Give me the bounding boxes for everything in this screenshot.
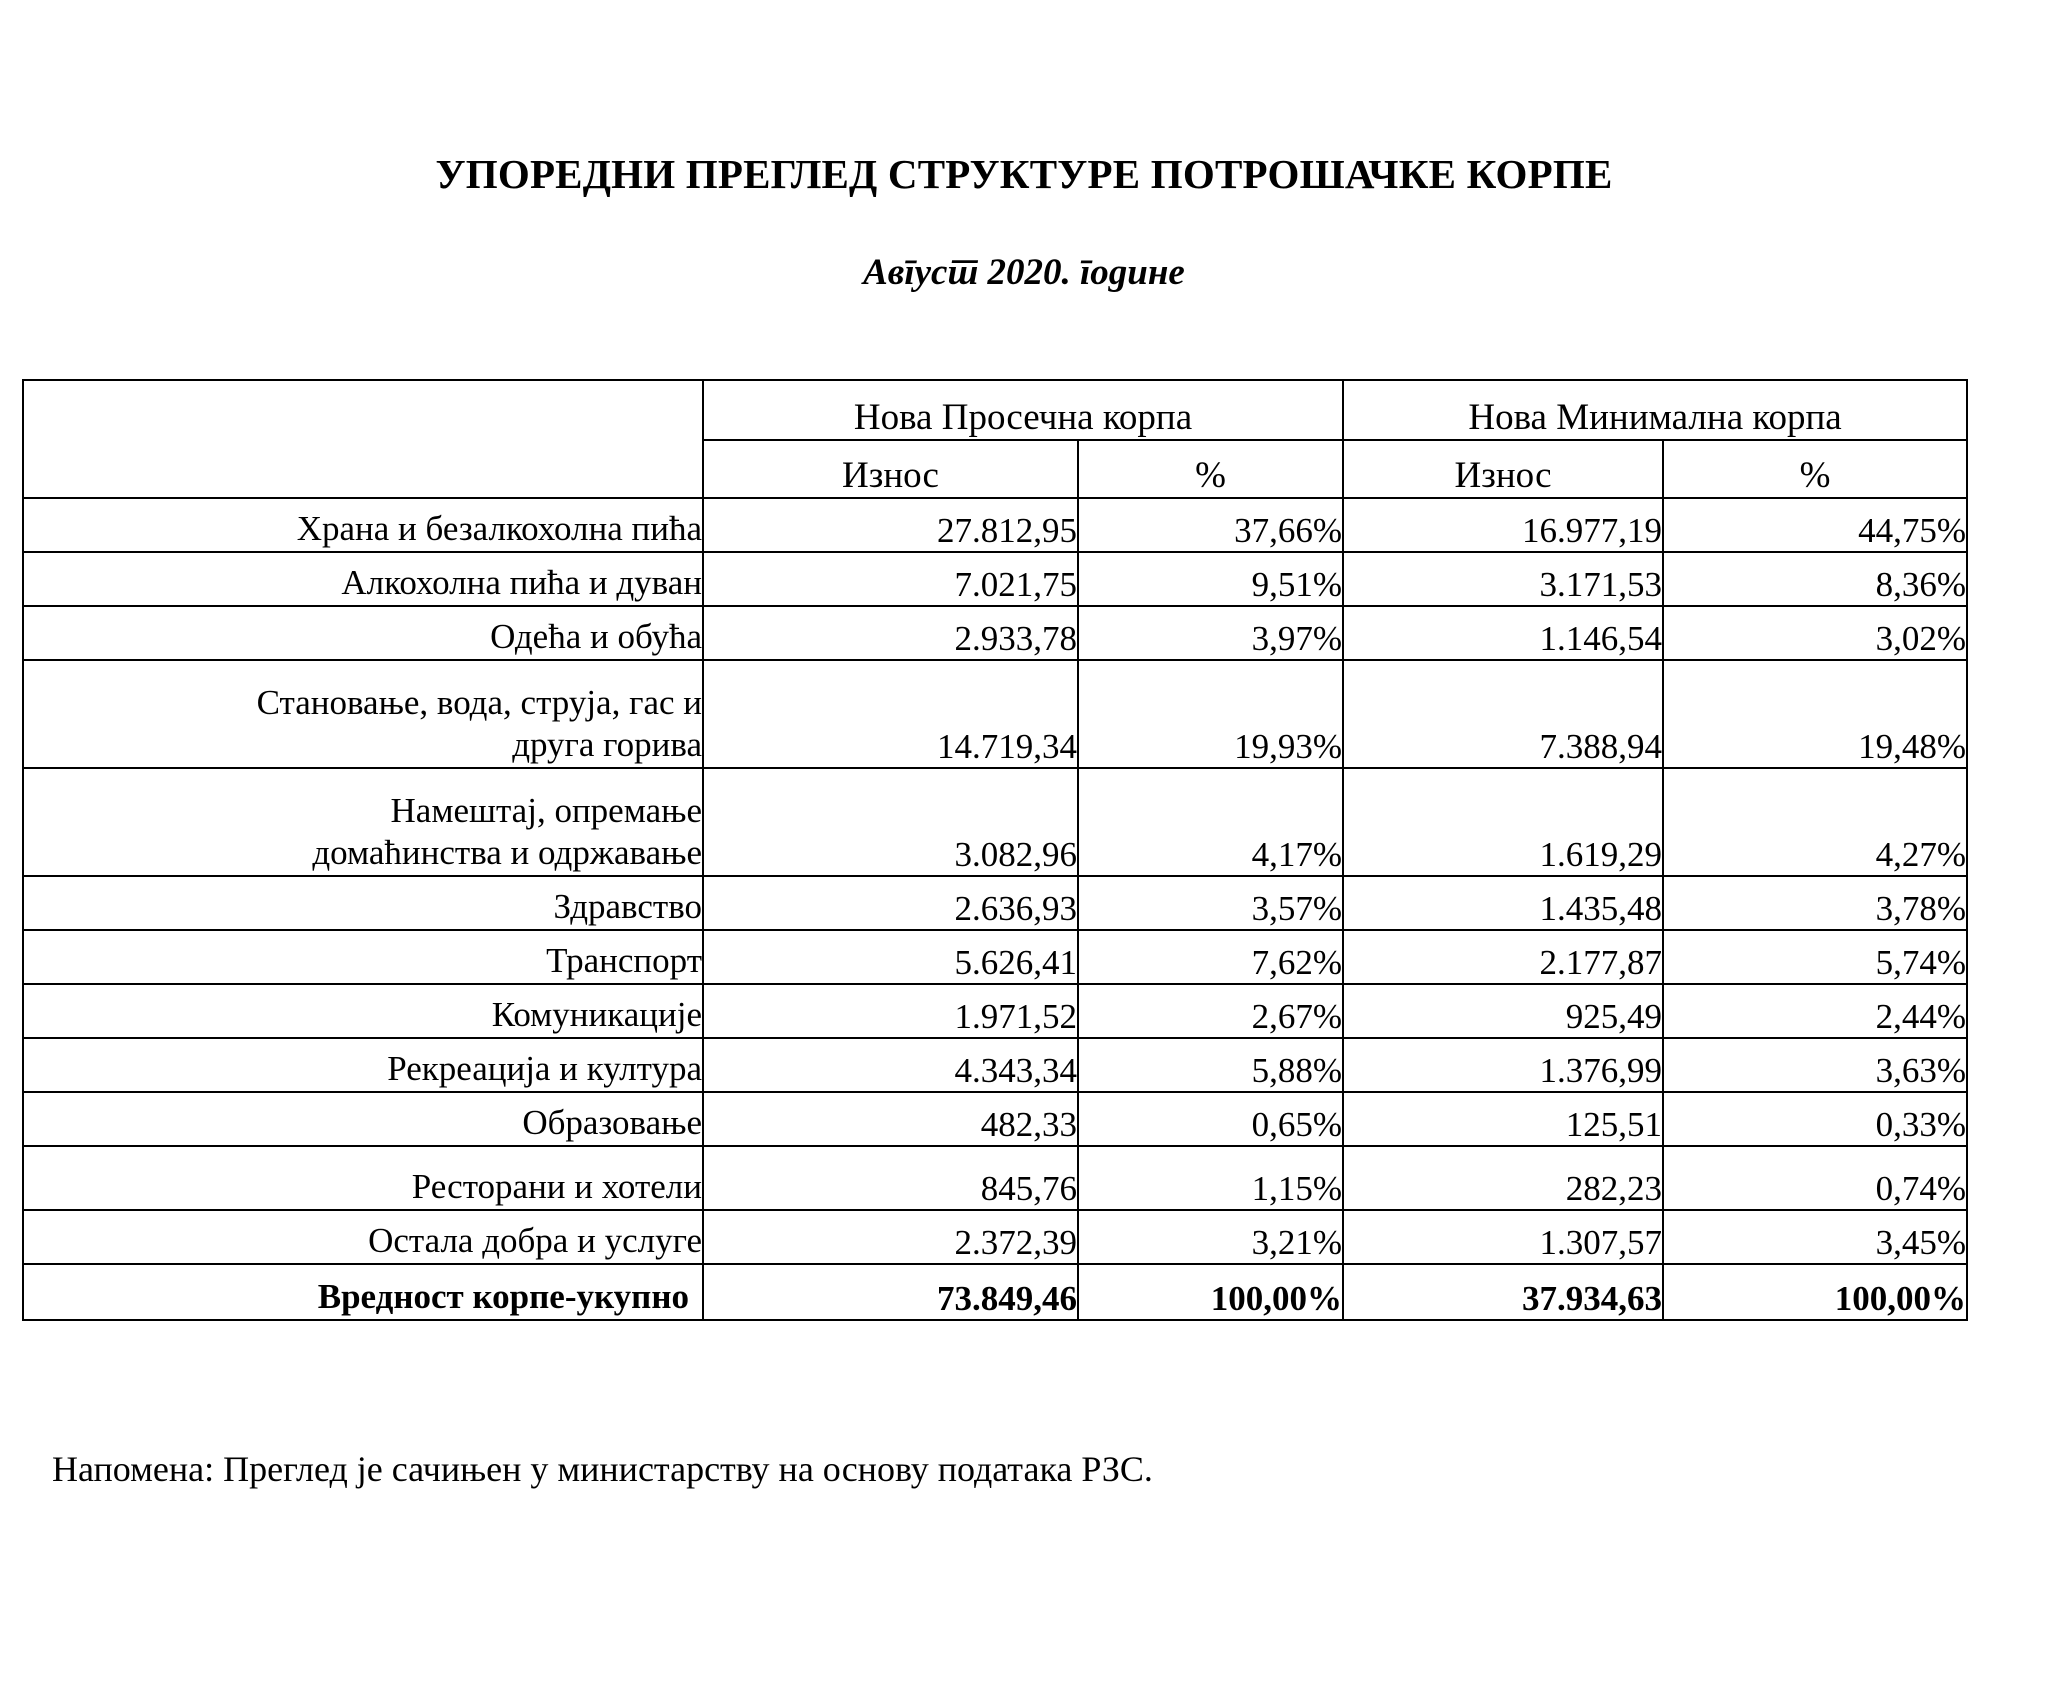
cell-average-percent: 9,51% [1078,552,1343,606]
footnote-text: Напомена: Преглед је сачињен у министарству на основу података РЗС. [52,1449,1153,1489]
table-total-row [23,1264,1967,1320]
row-label [23,1038,703,1092]
table-row [23,1092,1967,1146]
row-label [23,1146,703,1210]
table-row [23,984,1967,1038]
column-group-minimal-basket: Нова Минимална корпа [1343,380,1967,440]
page-subtitle: Август 2020. године [863,252,1185,294]
table-row [23,606,1967,660]
row-label [23,1092,703,1146]
row-label [23,660,703,768]
table-row [23,1038,1967,1092]
column-header-minimal-percent: % [1663,440,1967,498]
cell-average-percent: 19,93% [1078,660,1343,768]
cell-average-amount: 845,76 [703,1146,1078,1210]
total-average-amount: 73.849,46 [703,1264,1078,1320]
table-body [23,498,1967,1320]
cell-minimal-amount: 1.435,48 [1343,876,1663,930]
cell-minimal-percent: 3,02% [1663,606,1967,660]
cell-minimal-percent: 2,44% [1663,984,1967,1038]
cell-minimal-percent: 4,27% [1663,768,1967,876]
total-row-label [23,1264,703,1320]
table-row [23,876,1967,930]
cell-minimal-amount: 1.307,57 [1343,1210,1663,1264]
table-row [23,930,1967,984]
cell-average-percent: 7,62% [1078,930,1343,984]
cell-minimal-amount: 1.146,54 [1343,606,1663,660]
column-header-minimal-amount: Износ [1343,440,1663,498]
cell-average-amount: 2.636,93 [703,876,1078,930]
row-label-line: Вредност корпе-укупно [317,1277,689,1317]
cell-minimal-amount: 1.376,99 [1343,1038,1663,1092]
table-row [23,1146,1967,1210]
page-title: УПОРЕДНИ ПРЕГЛЕД СТРУКТУРЕ ПОТРОШАЧКЕ КОРПЕ [435,151,1613,197]
cell-average-percent: 3,97% [1078,606,1343,660]
cell-average-percent: 4,17% [1078,768,1343,876]
row-label [23,552,703,606]
cell-minimal-percent: 0,74% [1663,1146,1967,1210]
cell-minimal-percent: 3,78% [1663,876,1967,930]
column-header-average-amount: Износ [703,440,1078,498]
cell-average-amount: 27.812,95 [703,498,1078,552]
row-label-line: Храна и безалкохолна пића [296,509,702,549]
cell-average-amount: 14.719,34 [703,660,1078,768]
row-label-line: Остала добра и услуге [368,1221,702,1261]
cell-average-amount: 7.021,75 [703,552,1078,606]
cell-average-percent: 1,15% [1078,1146,1343,1210]
cell-minimal-amount: 925,49 [1343,984,1663,1038]
table-row [23,768,1967,876]
table-header-row-groups [23,380,1967,440]
total-minimal-percent: 100,00% [1663,1264,1967,1320]
cell-average-amount: 3.082,96 [703,768,1078,876]
cell-minimal-percent: 0,33% [1663,1092,1967,1146]
cell-minimal-percent: 44,75% [1663,498,1967,552]
cell-average-percent: 3,21% [1078,1210,1343,1264]
cell-average-percent: 0,65% [1078,1092,1343,1146]
cell-average-percent: 3,57% [1078,876,1343,930]
table-header [23,380,1967,498]
cell-minimal-percent: 5,74% [1663,930,1967,984]
row-label-line: Здравство [553,887,702,927]
row-label-line: Алкохолна пића и дуван [341,563,702,603]
row-label [23,984,703,1038]
cell-average-amount: 2.372,39 [703,1210,1078,1264]
table-row [23,498,1967,552]
table-row [23,1210,1967,1264]
cell-average-percent: 2,67% [1078,984,1343,1038]
cell-average-amount: 2.933,78 [703,606,1078,660]
row-label-line: Транспорт [546,941,702,981]
row-label-line: Намештај, опремање [390,790,702,830]
cell-minimal-amount: 7.388,94 [1343,660,1663,768]
column-group-average-basket: Нова Просечна корпа [703,380,1343,440]
cell-average-amount: 5.626,41 [703,930,1078,984]
total-average-percent: 100,00% [1078,1264,1343,1320]
cell-average-amount: 4.343,34 [703,1038,1078,1092]
cell-minimal-amount: 2.177,87 [1343,930,1663,984]
cell-minimal-amount: 125,51 [1343,1092,1663,1146]
row-label [23,930,703,984]
cell-minimal-percent: 8,36% [1663,552,1967,606]
cell-minimal-amount: 282,23 [1343,1146,1663,1210]
cell-average-amount: 1.971,52 [703,984,1078,1038]
table-row [23,552,1967,606]
row-label [23,876,703,930]
row-label-line: Комуникације [491,995,702,1035]
row-label-line: Одећа и обућа [490,617,702,657]
cell-average-percent: 37,66% [1078,498,1343,552]
cell-average-amount: 482,33 [703,1092,1078,1146]
total-minimal-amount: 37.934,63 [1343,1264,1663,1320]
cell-average-percent: 5,88% [1078,1038,1343,1092]
row-label [23,1210,703,1264]
table-row [23,660,1967,768]
row-label-line: Образовање [522,1103,702,1143]
row-label [23,498,703,552]
row-label-line: Становање, вода, струја, гас и [256,682,702,722]
row-label-line: Рекреација и култура [387,1049,702,1089]
basket-table-container [22,379,1966,1321]
cell-minimal-percent: 3,63% [1663,1038,1967,1092]
table-corner-cell [23,380,703,498]
row-label [23,606,703,660]
row-label-line: Ресторани и хотели [411,1167,702,1207]
cell-minimal-amount: 16.977,19 [1343,498,1663,552]
cell-minimal-percent: 19,48% [1663,660,1967,768]
cell-minimal-amount: 3.171,53 [1343,552,1663,606]
cell-minimal-amount: 1.619,29 [1343,768,1663,876]
row-label-line: домаћинства и одржавање [312,833,702,873]
row-label-line: друга горива [512,725,702,765]
cell-minimal-percent: 3,45% [1663,1210,1967,1264]
column-header-average-percent: % [1078,440,1343,498]
consumer-basket-table [22,379,1968,1321]
row-label [23,768,703,876]
